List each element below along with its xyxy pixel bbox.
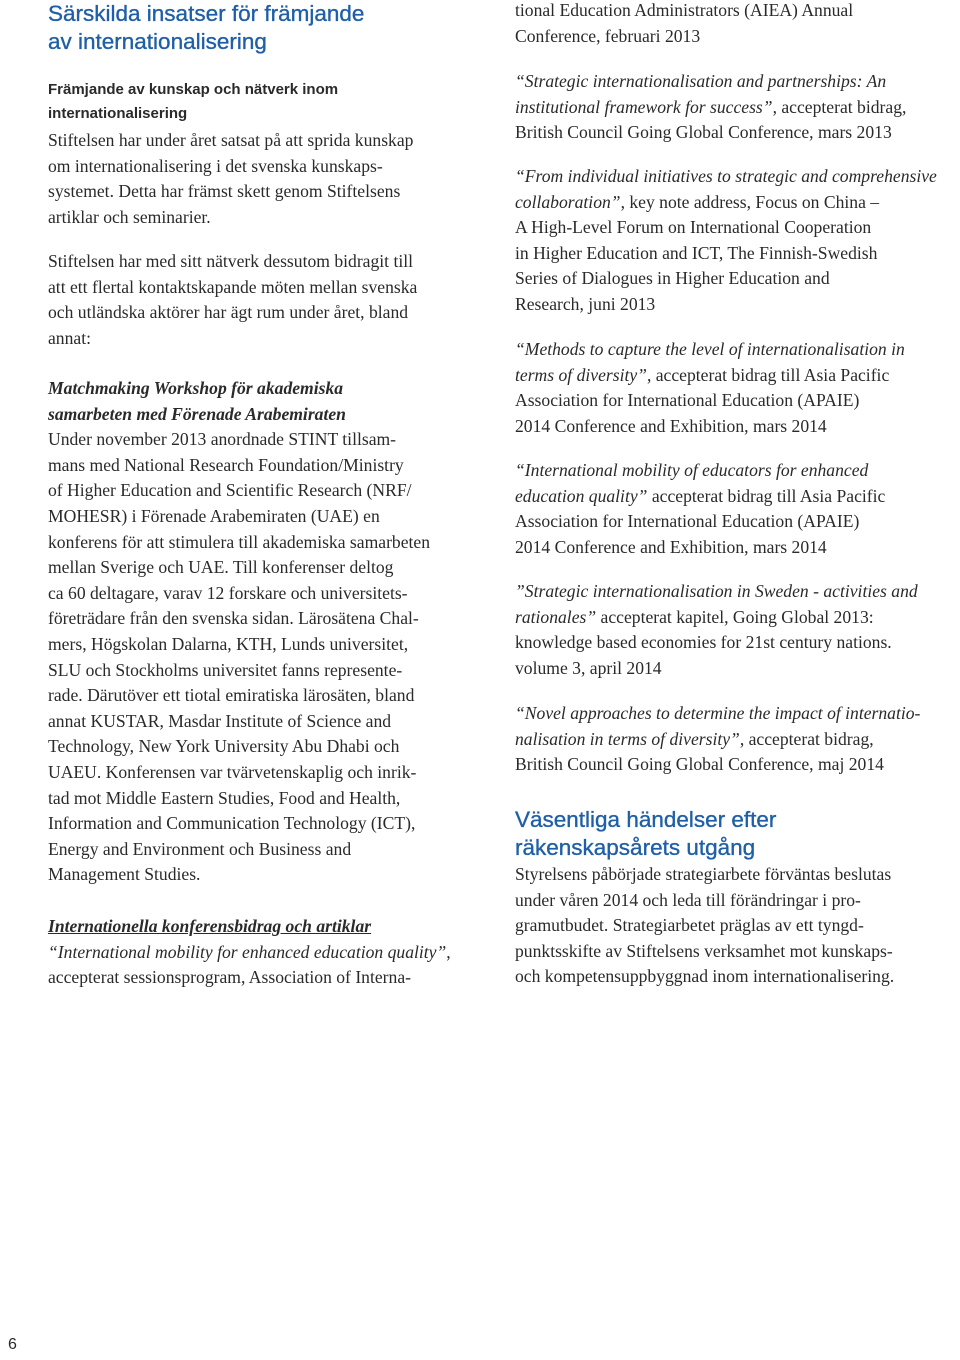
contribution-entry bbox=[515, 458, 960, 560]
text-line: volume 3, april 2014 bbox=[515, 657, 662, 678]
text-line: systemet. Detta har främst skett genom Stiftelsens bbox=[48, 181, 401, 202]
text-line: rationales” accepterat kapitel, Going Global 2013: bbox=[515, 606, 874, 627]
text-line: Management Studies. bbox=[48, 864, 201, 885]
text-line: of Higher Education and Scientific Research (NRF/ bbox=[48, 480, 412, 501]
text-line: annat KUSTAR, Masdar Institute of Science and bbox=[48, 710, 392, 731]
text-line: “From individual initiatives to strategic and comprehensive bbox=[515, 166, 937, 186]
text-line: Conference, februari 2013 bbox=[515, 25, 701, 46]
text-line: “Strategic internationalisation and partnerships: An bbox=[515, 71, 887, 91]
text-line: Styrelsens påbörjade strategiarbete förväntas beslutas bbox=[515, 864, 892, 884]
text-line: punktsskifte av Stiftelsens verksamhet mot kunskaps- bbox=[515, 940, 893, 961]
text-line: Research, juni 2013 bbox=[515, 293, 656, 314]
text-line: MOHESR) i Förenade Arabemiraten (UAE) en bbox=[48, 505, 380, 526]
text-line: Technology, New York University Abu Dhabi och bbox=[48, 736, 400, 757]
text-line: ”Strategic internationalisation in Sweden - activities and bbox=[515, 581, 918, 601]
text-line: rade. Därutöver ett tiotal emiratiska lärosäten, bland bbox=[48, 685, 415, 706]
text-line: gramutbudet. Strategiarbetet präglas av ett tyngd- bbox=[515, 915, 864, 936]
text-line: ca 60 deltagare, varav 12 forskare och universitets- bbox=[48, 582, 408, 603]
text-line: artiklar och seminarier. bbox=[48, 206, 211, 227]
text-line: Under november 2013 anordnade STINT tillsam- bbox=[48, 429, 397, 450]
subheading: Främjande av kunskap och nätverk inom internationalisering bbox=[48, 81, 339, 122]
contributions-title: Internationella konferensbidrag och artiklar bbox=[48, 916, 372, 936]
text-line: Information and Communication Technology (ICT), bbox=[48, 813, 416, 834]
text-line: British Council Going Global Conference, mars 2013 bbox=[515, 122, 892, 143]
contribution-entry bbox=[515, 337, 960, 439]
text-line: Association for International Education (APAIE) bbox=[515, 390, 860, 411]
text-line: mans med National Research Foundation/Ministry bbox=[48, 454, 404, 475]
text-line: in Higher Education and ICT, The Finnish-Swedish bbox=[515, 242, 878, 263]
text-line: knowledge based economies for 21st century nations. bbox=[515, 632, 892, 653]
text-line: “Novel approaches to determine the impact of internatio- bbox=[515, 703, 921, 723]
text-line: mers, Högskolan Dalarna, KTH, Lunds universitet, bbox=[48, 633, 409, 654]
text-line: 2014 Conference and Exhibition, mars 2014 bbox=[515, 415, 827, 436]
text-line: under våren 2014 och leda till förändringar i pro- bbox=[515, 889, 861, 910]
page-number: 6 bbox=[8, 1336, 17, 1353]
text-line: nalisation in terms of diversity”, accepterat bidrag, bbox=[515, 728, 874, 749]
text-line: Series of Dialogues in Higher Education and bbox=[515, 268, 830, 289]
contribution-entry bbox=[515, 69, 960, 146]
text-line: mellan Sverige och UAE. Till konferenser deltog bbox=[48, 557, 394, 578]
text-line: tional Education Administrators (AIEA) Annual bbox=[515, 0, 854, 20]
text-line: UAEU. Konferensen var tvärvetenskaplig och inrik- bbox=[48, 761, 417, 782]
text-line: och kompetensuppbyggnad inom internationalisering. bbox=[515, 966, 895, 987]
text-line: att ett flertal kontaktskapande möten mellan svenska bbox=[48, 276, 418, 297]
section-heading: Väsentliga händelser efter räkenskapsårets utgång bbox=[515, 807, 777, 860]
text-line: om internationalisering i det svenska kunskaps- bbox=[48, 155, 383, 176]
text-line: “Methods to capture the level of internationalisation in bbox=[515, 339, 905, 359]
text-line: företrädare från den svenska sidan. Lärosätena Chal- bbox=[48, 608, 419, 629]
network-paragraph bbox=[48, 249, 496, 351]
contribution-entry bbox=[515, 164, 960, 318]
text-line: Stiftelsen har med sitt nätverk dessutom bidragit till bbox=[48, 251, 414, 271]
text-line: SLU och Stockholms universitet fanns represente- bbox=[48, 659, 403, 680]
text-line: collaboration”, key note address, Focus on China – bbox=[515, 191, 880, 212]
text-line: terms of diversity”, accepterat bidrag till Asia Pacific bbox=[515, 364, 890, 385]
continued-entry bbox=[515, 0, 960, 49]
text-line: 2014 Conference and Exhibition, mars 2014 bbox=[515, 536, 827, 557]
text-line: och utländska aktörer har ägt rum under året, bland bbox=[48, 302, 409, 323]
text-line: education quality” accepterat bidrag till Asia Pacific bbox=[515, 485, 886, 506]
text-line: Stiftelsen har under året satsat på att sprida kunskap bbox=[48, 130, 414, 150]
workshop-section bbox=[48, 376, 496, 888]
workshop-title: Matchmaking Workshop för akademiska bbox=[48, 378, 344, 398]
contribution-entry bbox=[515, 579, 960, 681]
text-line: tad mot Middle Eastern Studies, Food and Health, bbox=[48, 787, 401, 808]
text-line: konferens för att stimulera till akademiska samarbeten bbox=[48, 531, 431, 552]
contributions-section bbox=[48, 914, 496, 991]
text-line: annat: bbox=[48, 327, 91, 348]
final-paragraph bbox=[515, 862, 960, 990]
text-line: institutional framework for success”, accepterat bidrag, bbox=[515, 96, 907, 117]
text-line: British Council Going Global Conference, maj 2014 bbox=[515, 754, 884, 775]
text-line: Energy and Environment och Business and bbox=[48, 838, 352, 859]
text-line: “International mobility of educators for enhanced bbox=[515, 460, 869, 480]
section-heading: Särskilda insatser för främjande av internationalisering bbox=[48, 1, 365, 54]
text-line: “International mobility for enhanced education quality”, bbox=[48, 941, 451, 962]
intro-paragraph bbox=[48, 128, 496, 230]
text-line: Association for International Education (APAIE) bbox=[515, 511, 860, 532]
text-line: A High-Level Forum on International Cooperation bbox=[515, 217, 872, 238]
workshop-title: samarbeten med Förenade Arabemiraten bbox=[48, 403, 346, 424]
text-line: accepterat sessionsprogram, Association of Interna- bbox=[48, 967, 411, 988]
contribution-entry bbox=[515, 701, 960, 778]
